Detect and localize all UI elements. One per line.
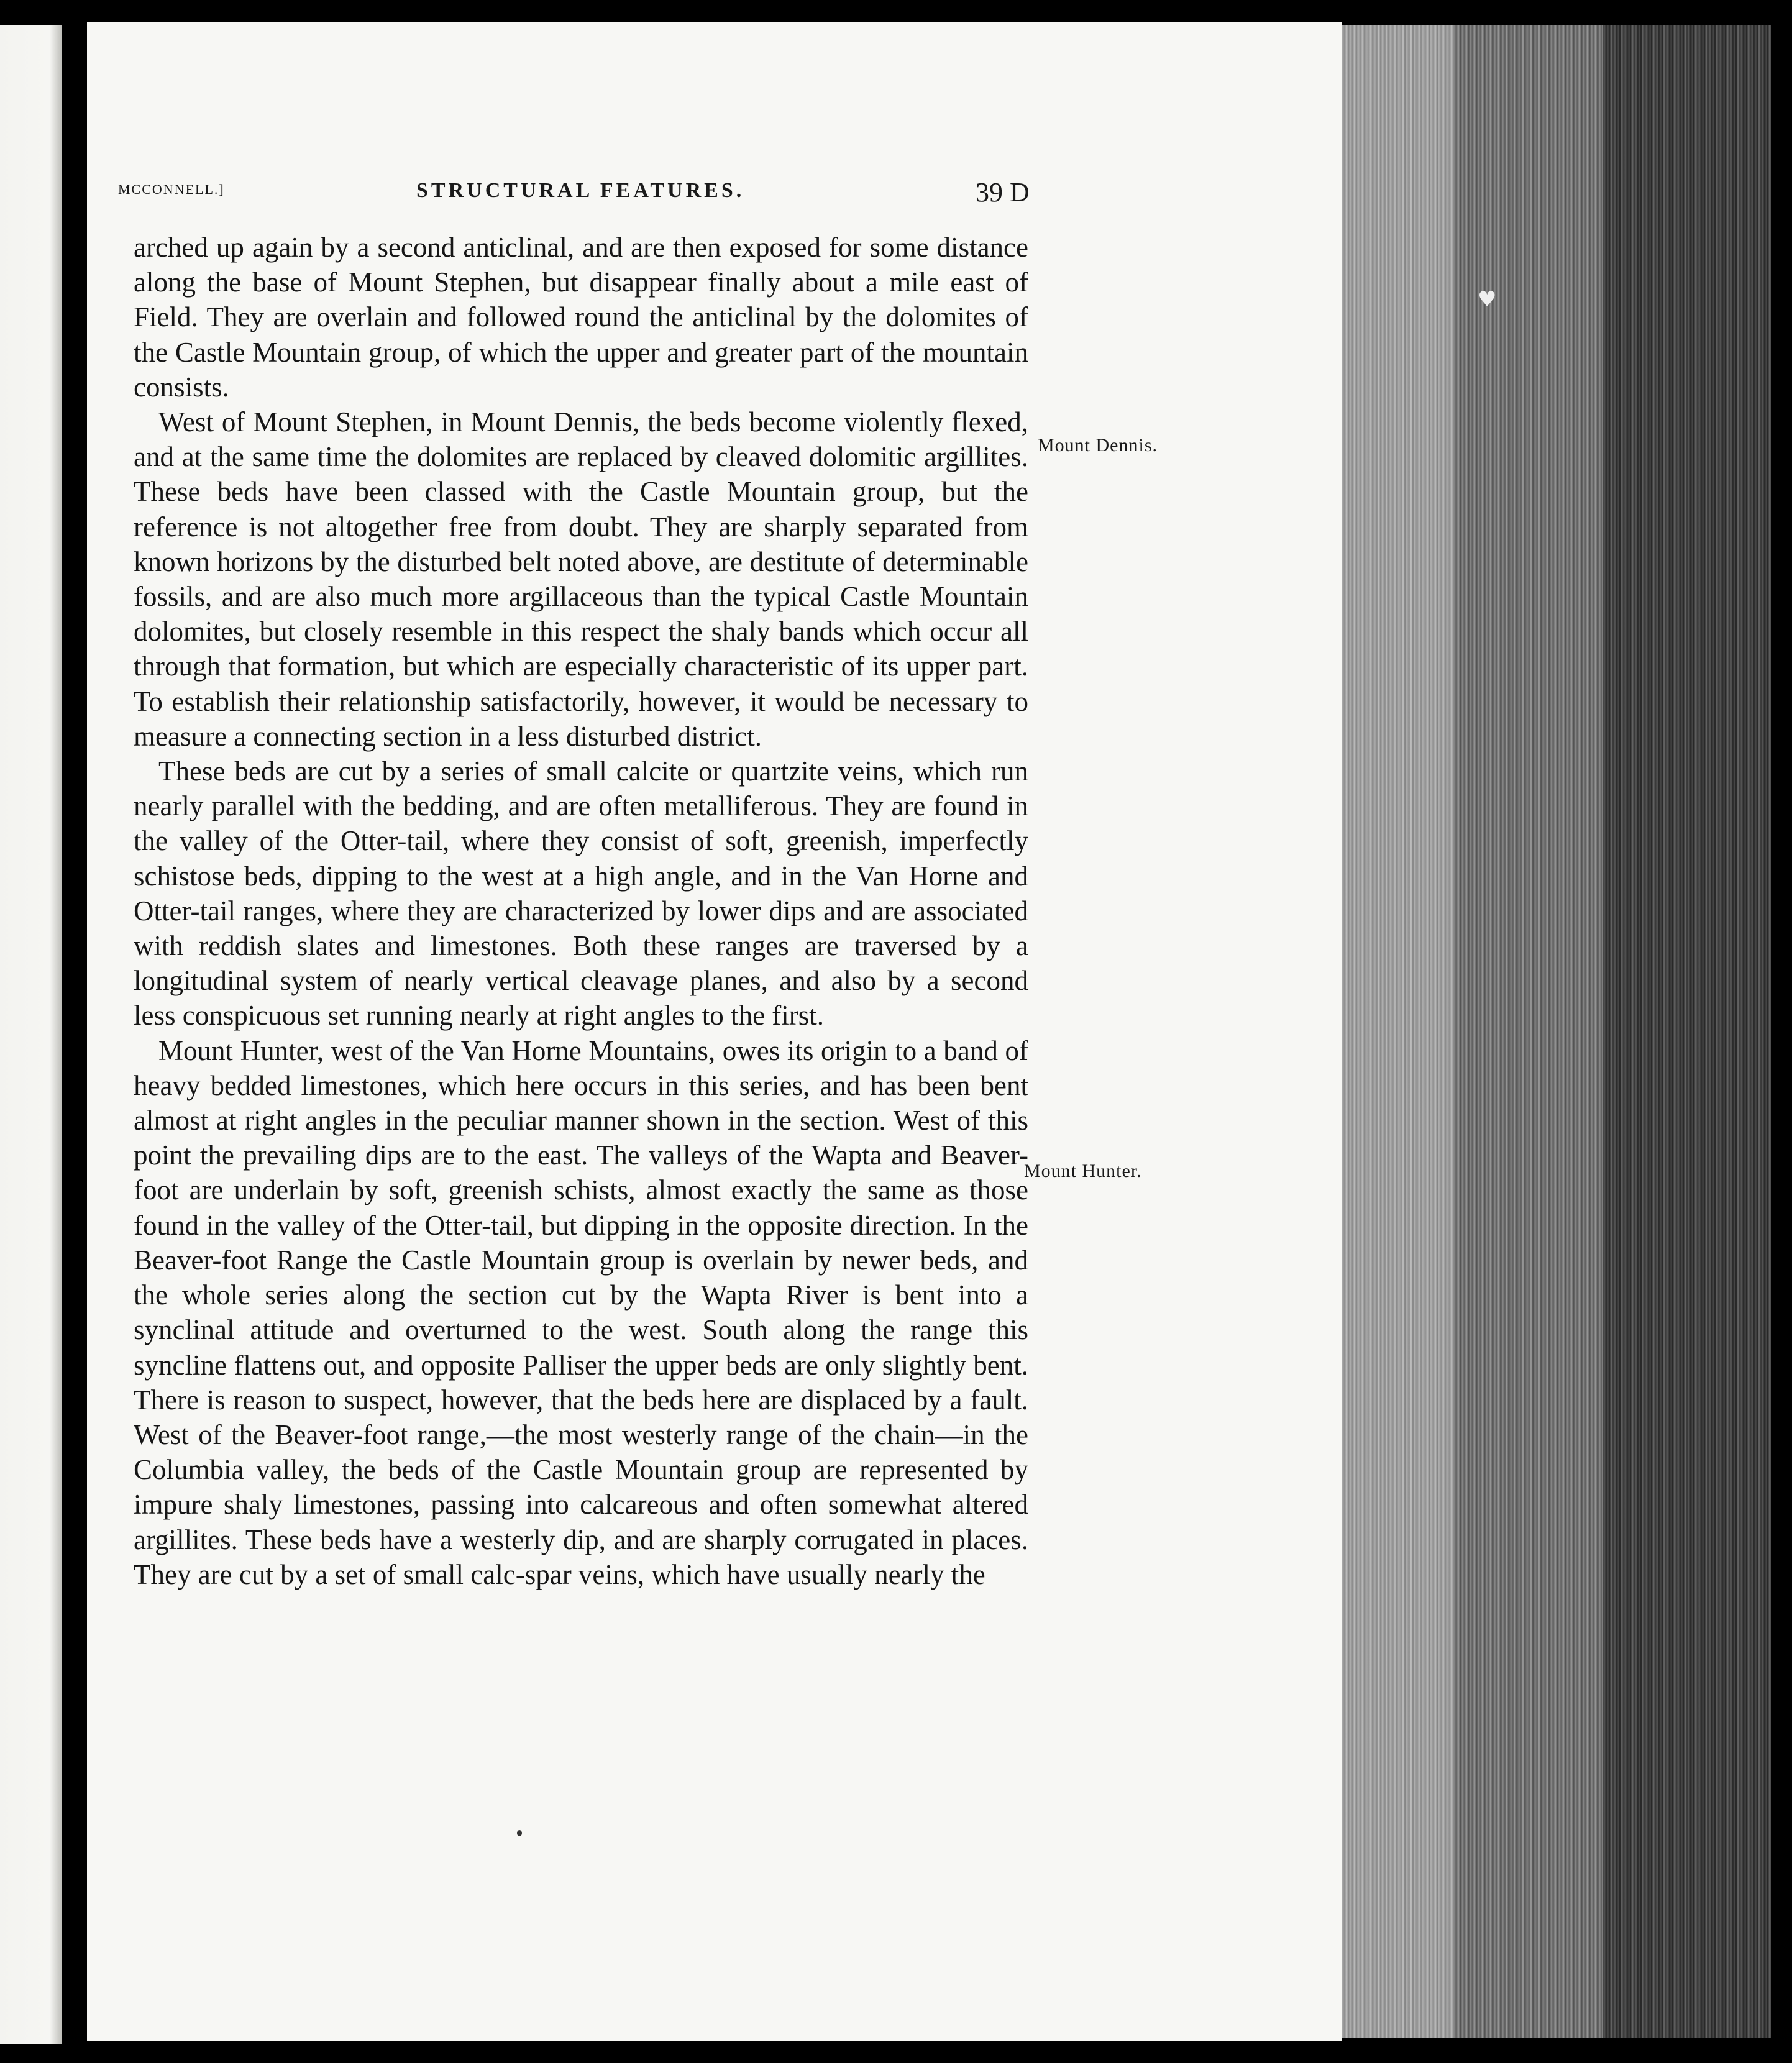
stacked-page-edges-mid bbox=[1454, 25, 1603, 2038]
running-head-author: MCCONNELL.] bbox=[118, 181, 225, 197]
paragraph: arched up again by a second anticlinal, and are then exposed for some distance along the base of Mount Stephen, but disappear finally about a mile east of Field. They are overlain and followed round the anticlinal by the dolomites of the Castle Mountain group, of which the upper and greater part of the mountain consists. bbox=[134, 232, 1028, 403]
heart-shaped-mark: ♥ bbox=[1478, 287, 1497, 312]
marginal-note-mount-hunter: Mount Hunter. bbox=[1024, 1161, 1142, 1181]
page-number: 39 D bbox=[976, 177, 1030, 208]
paragraph: West of Mount Stephen, in Mount Dennis, the beds become violently flexed, and at the same time the dolomites are replaced by cleaved dolomitic argillites. These beds have been classed with the Castle Mountain group, but the reference is not altogether free from doubt. They are sharply separated from known horizons by the disturbed belt noted above, are destitute of determinable fossils, and are also much more argillaceous than the typical Castle Mountain dolomites, but closely resemble in this respect the shaly bands which occur all through that formation, but which are especially characteristic of its upper part. To establish their relationship satisfactorily, however, it would be necessary to measure a connecting section in a less disturbed district. bbox=[134, 406, 1028, 752]
running-head bbox=[118, 174, 1050, 217]
running-head-title: STRUCTURAL FEATURES. bbox=[416, 179, 745, 202]
marginal-note-mount-dennis: Mount Dennis. bbox=[1038, 435, 1158, 455]
page-speck bbox=[517, 1830, 522, 1836]
book-gutter bbox=[62, 19, 87, 2051]
paragraph: Mount Hunter, west of the Van Horne Mountains, owes its origin to a band of heavy bedded limestones, which here occurs in this series, and has been bent almost at right angles in the peculiar manner shown in the section. West of this point the prevailing dips are to the east. The valleys of the Wapta and Beaver-foot are underlain by soft, greenish schists, almost exactly the same as those found in the valley of the Otter-tail, but dipping in the opposite direction. In the Beaver-foot Range the Castle Mountain group is overlain by newer beds, and the whole series along the section cut by the Wapta River is bent into a synclinal attitude and overturned to the west. South along the range this syncline flattens out, and opposite Palliser the upper beds are only slightly bent. There is reason to suspect, however, that the beds here are displaced by a fault. West of the Beaver-foot range,—the most westerly range of the chain—in the Columbia valley, the beds of the Castle Mountain group are represented by impure shaly limestones, passing into calcareous and often somewhat altered argillites. These beds have a westerly dip, and are sharply corrugated in places. They are cut by a set of small calc-spar veins, which have usually nearly the bbox=[134, 1035, 1028, 1590]
stacked-page-edges-light bbox=[1342, 25, 1454, 2038]
body-text bbox=[134, 230, 1028, 1592]
paragraph: These beds are cut by a series of small calcite or quartzite veins, which run nearly parallel with the bedding, and are often metalliferous. They are found in the valley of the Otter-tail, where they consist of soft, greenish, imperfectly schistose beds, dipping to the west at a high angle, and in the Van Horne and Otter-tail ranges, where they are characterized by lower dips and are associated with reddish slates and limestones. Both these ranges are traversed by a longitudinal system of nearly vertical cleavage planes, and also by a second less conspicuous set running nearly at right angles to the first. bbox=[134, 756, 1028, 1032]
facing-page-edge bbox=[0, 25, 62, 2044]
